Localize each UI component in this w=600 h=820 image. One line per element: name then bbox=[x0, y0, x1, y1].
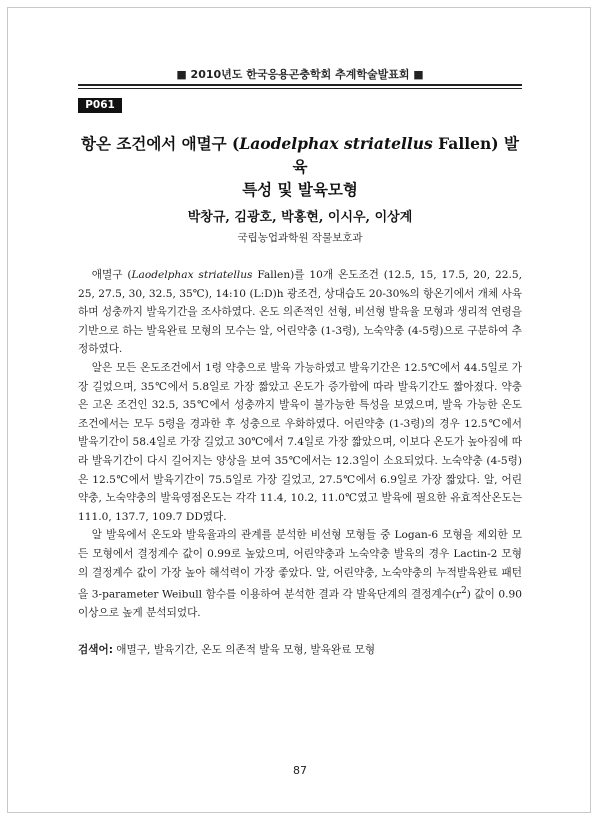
p1-species: Laodelphax striatellus bbox=[131, 269, 253, 281]
p3-superscript: 2 bbox=[461, 586, 467, 597]
p3-end: ) 값이 0.90 이상으로 높게 분석되었다. bbox=[78, 588, 522, 620]
abstract bbox=[78, 266, 522, 623]
title-prefix: 항온 조건에서 애멸구 ( bbox=[81, 134, 240, 153]
p1-start: 애멸구 ( bbox=[91, 269, 132, 281]
title-suffix: Fallen) 발육 bbox=[292, 134, 519, 176]
running-header: ■ 2010년도 한국응용곤충학회 추계학술발표회 ■ bbox=[176, 68, 424, 81]
abstract-paragraph-2: 알은 모든 온도조건에서 1령 약충으로 발육 가능하였고 발육기간은 12.5℃에서 44.5일로 가장 길었으며, 35℃에서 5.8일로 가장 짧았고 온도가 증가함에 따라 발육기간도 짧아졌다. 약충은 고온 조건인 32.5, 35℃에서 성충까지 발육이 불가능한 특성을 보였으며, 발육 가능한 온도 조건에서는 모두 5령을 경과한 후 성충으로 우화하였다. 어린약충 (1-3령)의 경우 12.5℃에서 발육기간이 58.4일로 가장 길었고 30℃에서 7.4일로 가장 짧았으며, 이보다 온도가 높아짐에 따라 발육기간이 다시 길어지는 양상을 보여 35℃에서는 12.3일이 소요되었다. 노숙약충 (4-5령)은 12.5℃에서 발육기간이 75.5일로 가장 길었고, 27.5℃에서 6.9일로 가장 짧았다. 알, 어린약충, 노숙약충의 발육영점온도는 각각 11.4, 10.2, 11.0℃였고 발육에 필요한 유효적산온도는 111.0, 137.7, 109.7 DD였다. bbox=[78, 361, 522, 523]
title-line2: 특성 및 발육모형 bbox=[242, 180, 358, 199]
p1-rest: Fallen)를 10개 온도조건 (12.5, 15, 17.5, 20, 22.5, 25, 27.5, 30, 32.5, 35℃), 14:10 (L:D)h 광조건, 상대습도 20-30%의 항온기에서 개체 사육하며 성충까지 발육기간을 조사하였다. 온도 의존적인 선형, 비선형 발육율 모형과 생리적 연령을 기반으로 하는 발육완료 모형의 모수는 알, 어린약충 (1-3령), 노숙약충 (4-5령)으로 구분하여 추정하였다. bbox=[78, 269, 522, 356]
header-rule-thin bbox=[78, 88, 522, 89]
poster-code-badge: P061 bbox=[78, 98, 122, 113]
title-species: Laodelphax striatellus bbox=[239, 134, 433, 153]
abstract-paragraph-1 bbox=[78, 266, 522, 359]
abstract-paragraph-3 bbox=[78, 526, 522, 623]
p3-start: 알 발육에서 온도와 발육율과의 관계를 분석한 비선형 모형들 중 Logan-6 모형을 제외한 모든 모형에서 결정계수 값이 0.99로 높았으며, 어린약충과 노숙약충 발육의 경우 Lactin-2 모형의 결정계수 값이 가장 높아 해석력이 가장 좋았다. 알, 어린약충, 노숙약충의 누적발육완료 패턴을 3-parameter Weibull 함수를 이용하여 분석한 결과 각 발육단계의 결정계수(r bbox=[78, 529, 522, 601]
author-list: 박창규, 김광호, 박홍현, 이시우, 이상계 bbox=[187, 210, 413, 225]
affiliation: 국립농업과학원 작물보호과 bbox=[237, 232, 363, 244]
header-rule bbox=[78, 84, 522, 86]
keywords-text: 애멸구, 발육기간, 온도 의존적 발육 모형, 발육완료 모형 bbox=[112, 644, 376, 656]
page-number: 87 bbox=[293, 764, 307, 777]
keywords-label: 검색어: bbox=[78, 644, 113, 656]
keywords bbox=[78, 642, 522, 657]
paper-title bbox=[78, 132, 522, 201]
